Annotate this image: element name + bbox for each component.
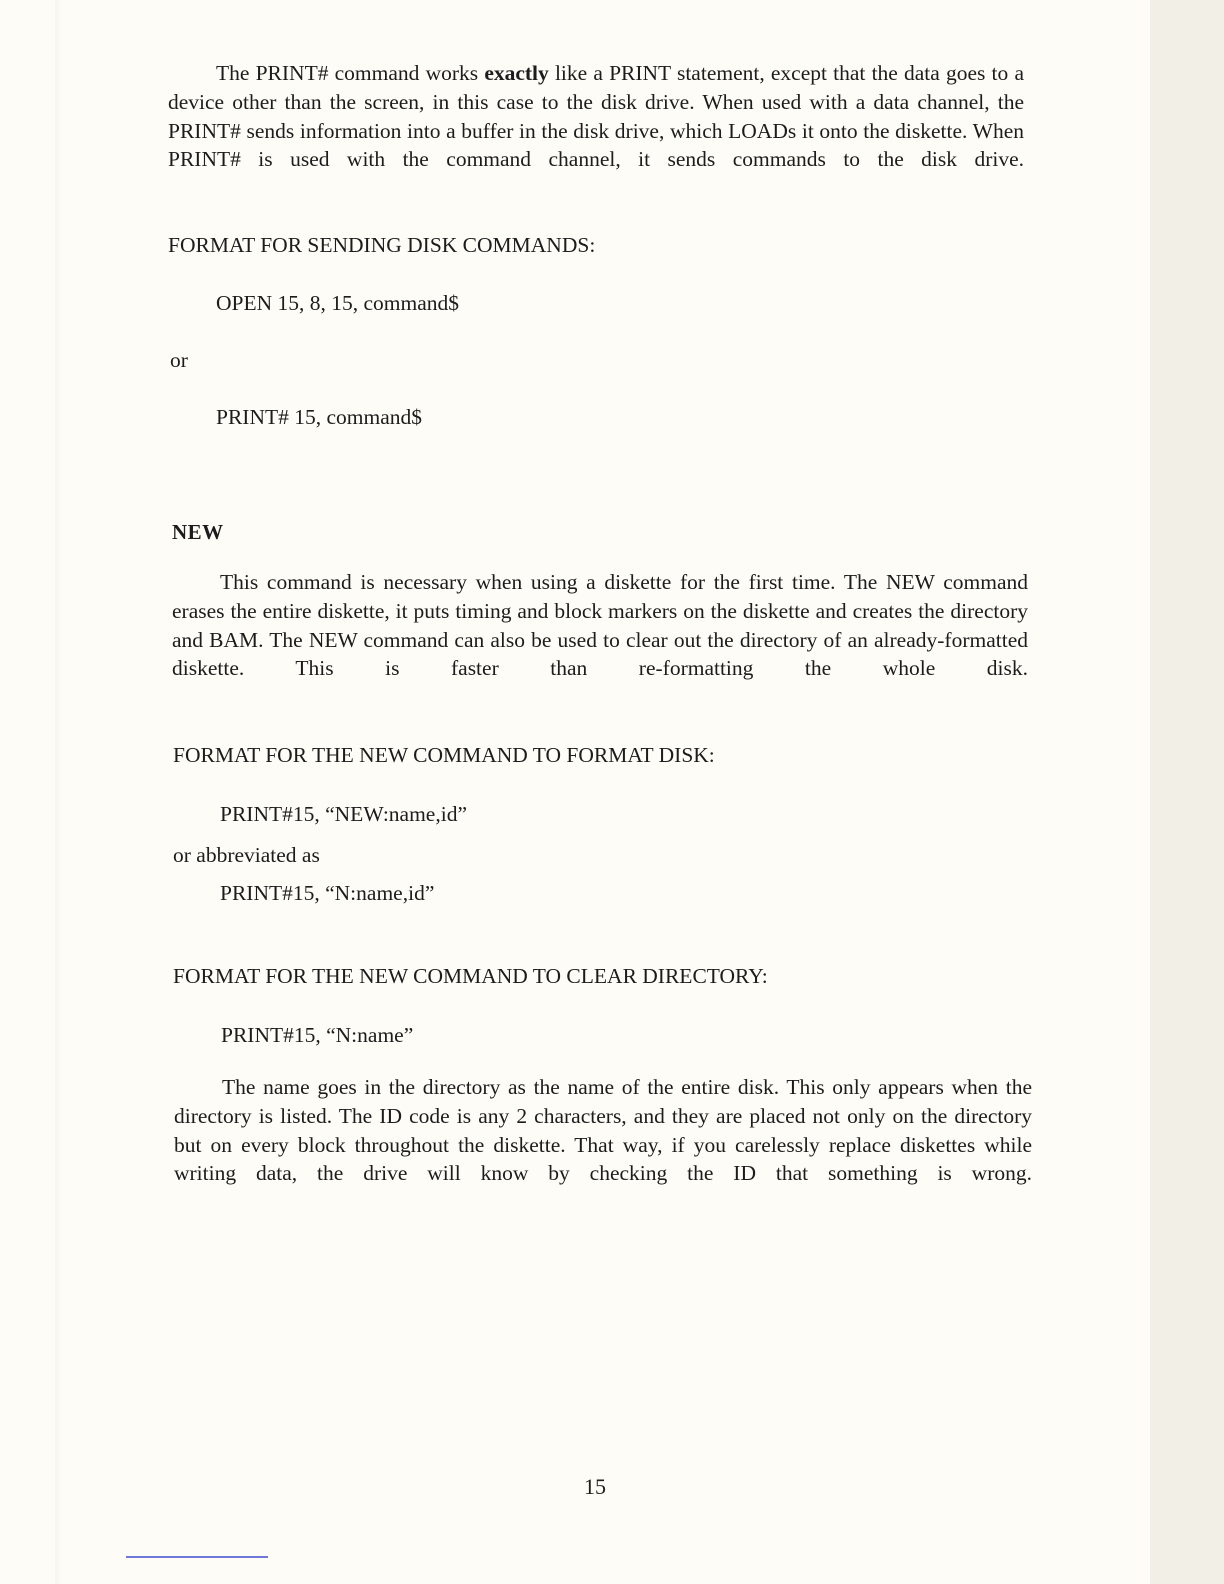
open-command-syntax: OPEN 15, 8, 15, command$ bbox=[216, 291, 460, 315]
name-id-explanation: The name goes in the directory as the name of the entire disk. This only appears when the directory is listed. The ID code is any 2 characters, and they are placed not only on the directory but on every block throughout the diskette. That way, if you carelessly replace diskettes while writing data, the drive will know by checking the ID that something is wrong. bbox=[174, 1075, 1032, 1186]
clear-directory-syntax: PRINT#15, “N:name” bbox=[221, 1023, 414, 1047]
abbreviated-label: or abbreviated as bbox=[173, 843, 320, 867]
new-description-paragraph: This command is necessary when using a diskette for the first time. The NEW command erases the entire diskette, it puts timing and block markers on the diskette and creates the directory and BAM. The NEW command can also be used to clear out the directory of an already-formatted diskette. This is faster than re-formatting the whole disk. bbox=[172, 570, 1028, 681]
clear-directory-heading: FORMAT FOR THE NEW COMMAND TO CLEAR DIRECTORY: bbox=[173, 964, 768, 988]
or-connector: or bbox=[170, 348, 188, 372]
page-number: 15 bbox=[584, 1474, 606, 1499]
intro-paragraph bbox=[168, 59, 1024, 203]
intro-text-rest: like a PRINT statement, except that the data goes to a device other than the screen, in this case to the disk drive. When used with a data channel, the PRINT# sends information into a buffer in the disk drive, which LOADs it onto the diskette. When PRINT# is used with the command channel, it sends commands to the disk drive. bbox=[168, 61, 1024, 172]
new-section-title: NEW bbox=[172, 520, 224, 544]
abbreviated-format-syntax: PRINT#15, “N:name,id” bbox=[220, 881, 435, 905]
intro-text-start: The PRINT# command works bbox=[216, 61, 485, 85]
emphasis-exactly: exactly bbox=[484, 61, 549, 85]
sending-format-heading: FORMAT FOR SENDING DISK COMMANDS: bbox=[168, 233, 596, 257]
page-edge bbox=[1150, 0, 1224, 1584]
new-format-syntax: PRINT#15, “NEW:name,id” bbox=[220, 802, 467, 826]
print-command-syntax: PRINT# 15, command$ bbox=[216, 405, 423, 429]
format-disk-heading: FORMAT FOR THE NEW COMMAND TO FORMAT DISK: bbox=[173, 743, 715, 767]
bottom-edge-mark bbox=[126, 1556, 268, 1558]
